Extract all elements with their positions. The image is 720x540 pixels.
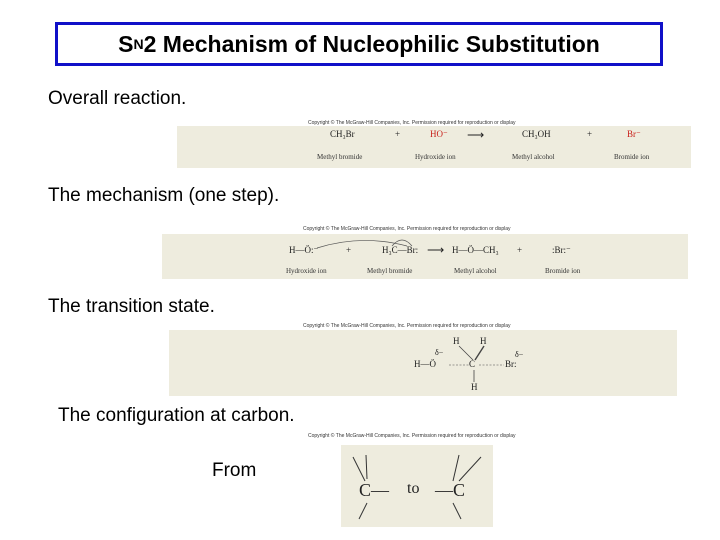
delta-minus-left: δ− — [435, 348, 444, 357]
central-carbon: C — [469, 359, 476, 369]
caption-configuration: The configuration at carbon. — [58, 405, 295, 426]
caption-from: From — [212, 460, 257, 481]
overall-reaction-figure — [177, 126, 691, 168]
mechanism-figure — [162, 234, 688, 279]
product-methanol: H—Ö—CH₃ — [452, 245, 499, 255]
label-methyl-alcohol: Methyl alcohol — [512, 153, 555, 161]
copyright-3: Copyright © The McGraw-Hill Companies, Inc. Permission required for reproduction or display — [303, 323, 511, 329]
nucleophile: H—Ö:⁻ — [289, 245, 319, 255]
slide-title — [55, 22, 663, 66]
label-hydroxide-ion: Hydroxide ion — [415, 153, 456, 161]
plus-sign: + — [395, 129, 401, 139]
label-bromide-ion: Bromide ion — [545, 267, 581, 275]
configuration-figure — [341, 445, 493, 527]
plus-sign: + — [517, 245, 523, 255]
plus-sign: + — [346, 245, 352, 255]
copyright-2: Copyright © The McGraw-Hill Companies, Inc. Permission required for reproduction or display — [303, 226, 511, 232]
reaction-arrow: ⟶ — [467, 128, 485, 142]
title-prefix: S — [118, 30, 134, 57]
bromine-atom: Br: — [505, 359, 517, 369]
label-methyl-alcohol: Methyl alcohol — [454, 267, 497, 275]
title-subscript: N — [133, 36, 144, 52]
leaving-group: :Br:⁻ — [552, 245, 571, 255]
copyright-4: Copyright © The McGraw-Hill Companies, Inc. Permission required for reproduction or display — [308, 433, 516, 439]
copyright-1: Copyright © The McGraw-Hill Companies, Inc. Permission required for reproduction or display — [308, 120, 516, 126]
product-bromide: Br⁻ — [627, 129, 641, 139]
oxygen-group: H—Ö — [414, 359, 436, 369]
product-methyl-alcohol: CH₃OH — [522, 129, 551, 139]
caption-transition: The transition state. — [48, 296, 215, 317]
label-methyl-bromide: Methyl bromide — [317, 153, 363, 161]
substrate: H₃C—Br: — [382, 245, 419, 255]
left-carbon: C— — [359, 480, 390, 500]
plus-sign: + — [587, 129, 593, 139]
caption-overall: Overall reaction. — [48, 88, 187, 109]
transition-state-figure — [169, 330, 677, 396]
reactant-methyl-bromide: CH₃Br — [330, 129, 355, 139]
delta-minus-right: δ− — [515, 350, 524, 359]
transition-bonds-icon — [429, 342, 509, 386]
label-methyl-bromide: Methyl bromide — [367, 267, 413, 275]
title-rest: 2 Mechanism of Nucleophilic Substitution — [143, 30, 600, 57]
reactant-hydroxide: HO⁻ — [430, 129, 448, 139]
to-word: to — [407, 480, 420, 497]
configuration-bonds-icon — [341, 445, 493, 527]
caption-mechanism: The mechanism (one step). — [48, 185, 280, 206]
h-top-left: H — [453, 336, 460, 346]
h-top-right: H — [480, 336, 487, 346]
label-hydroxide-ion: Hydroxide ion — [286, 267, 327, 275]
h-bottom: H — [471, 382, 478, 392]
reaction-arrow: ⟶ — [427, 243, 445, 257]
right-carbon: —C — [435, 480, 466, 500]
label-bromide-ion: Bromide ion — [614, 153, 650, 161]
